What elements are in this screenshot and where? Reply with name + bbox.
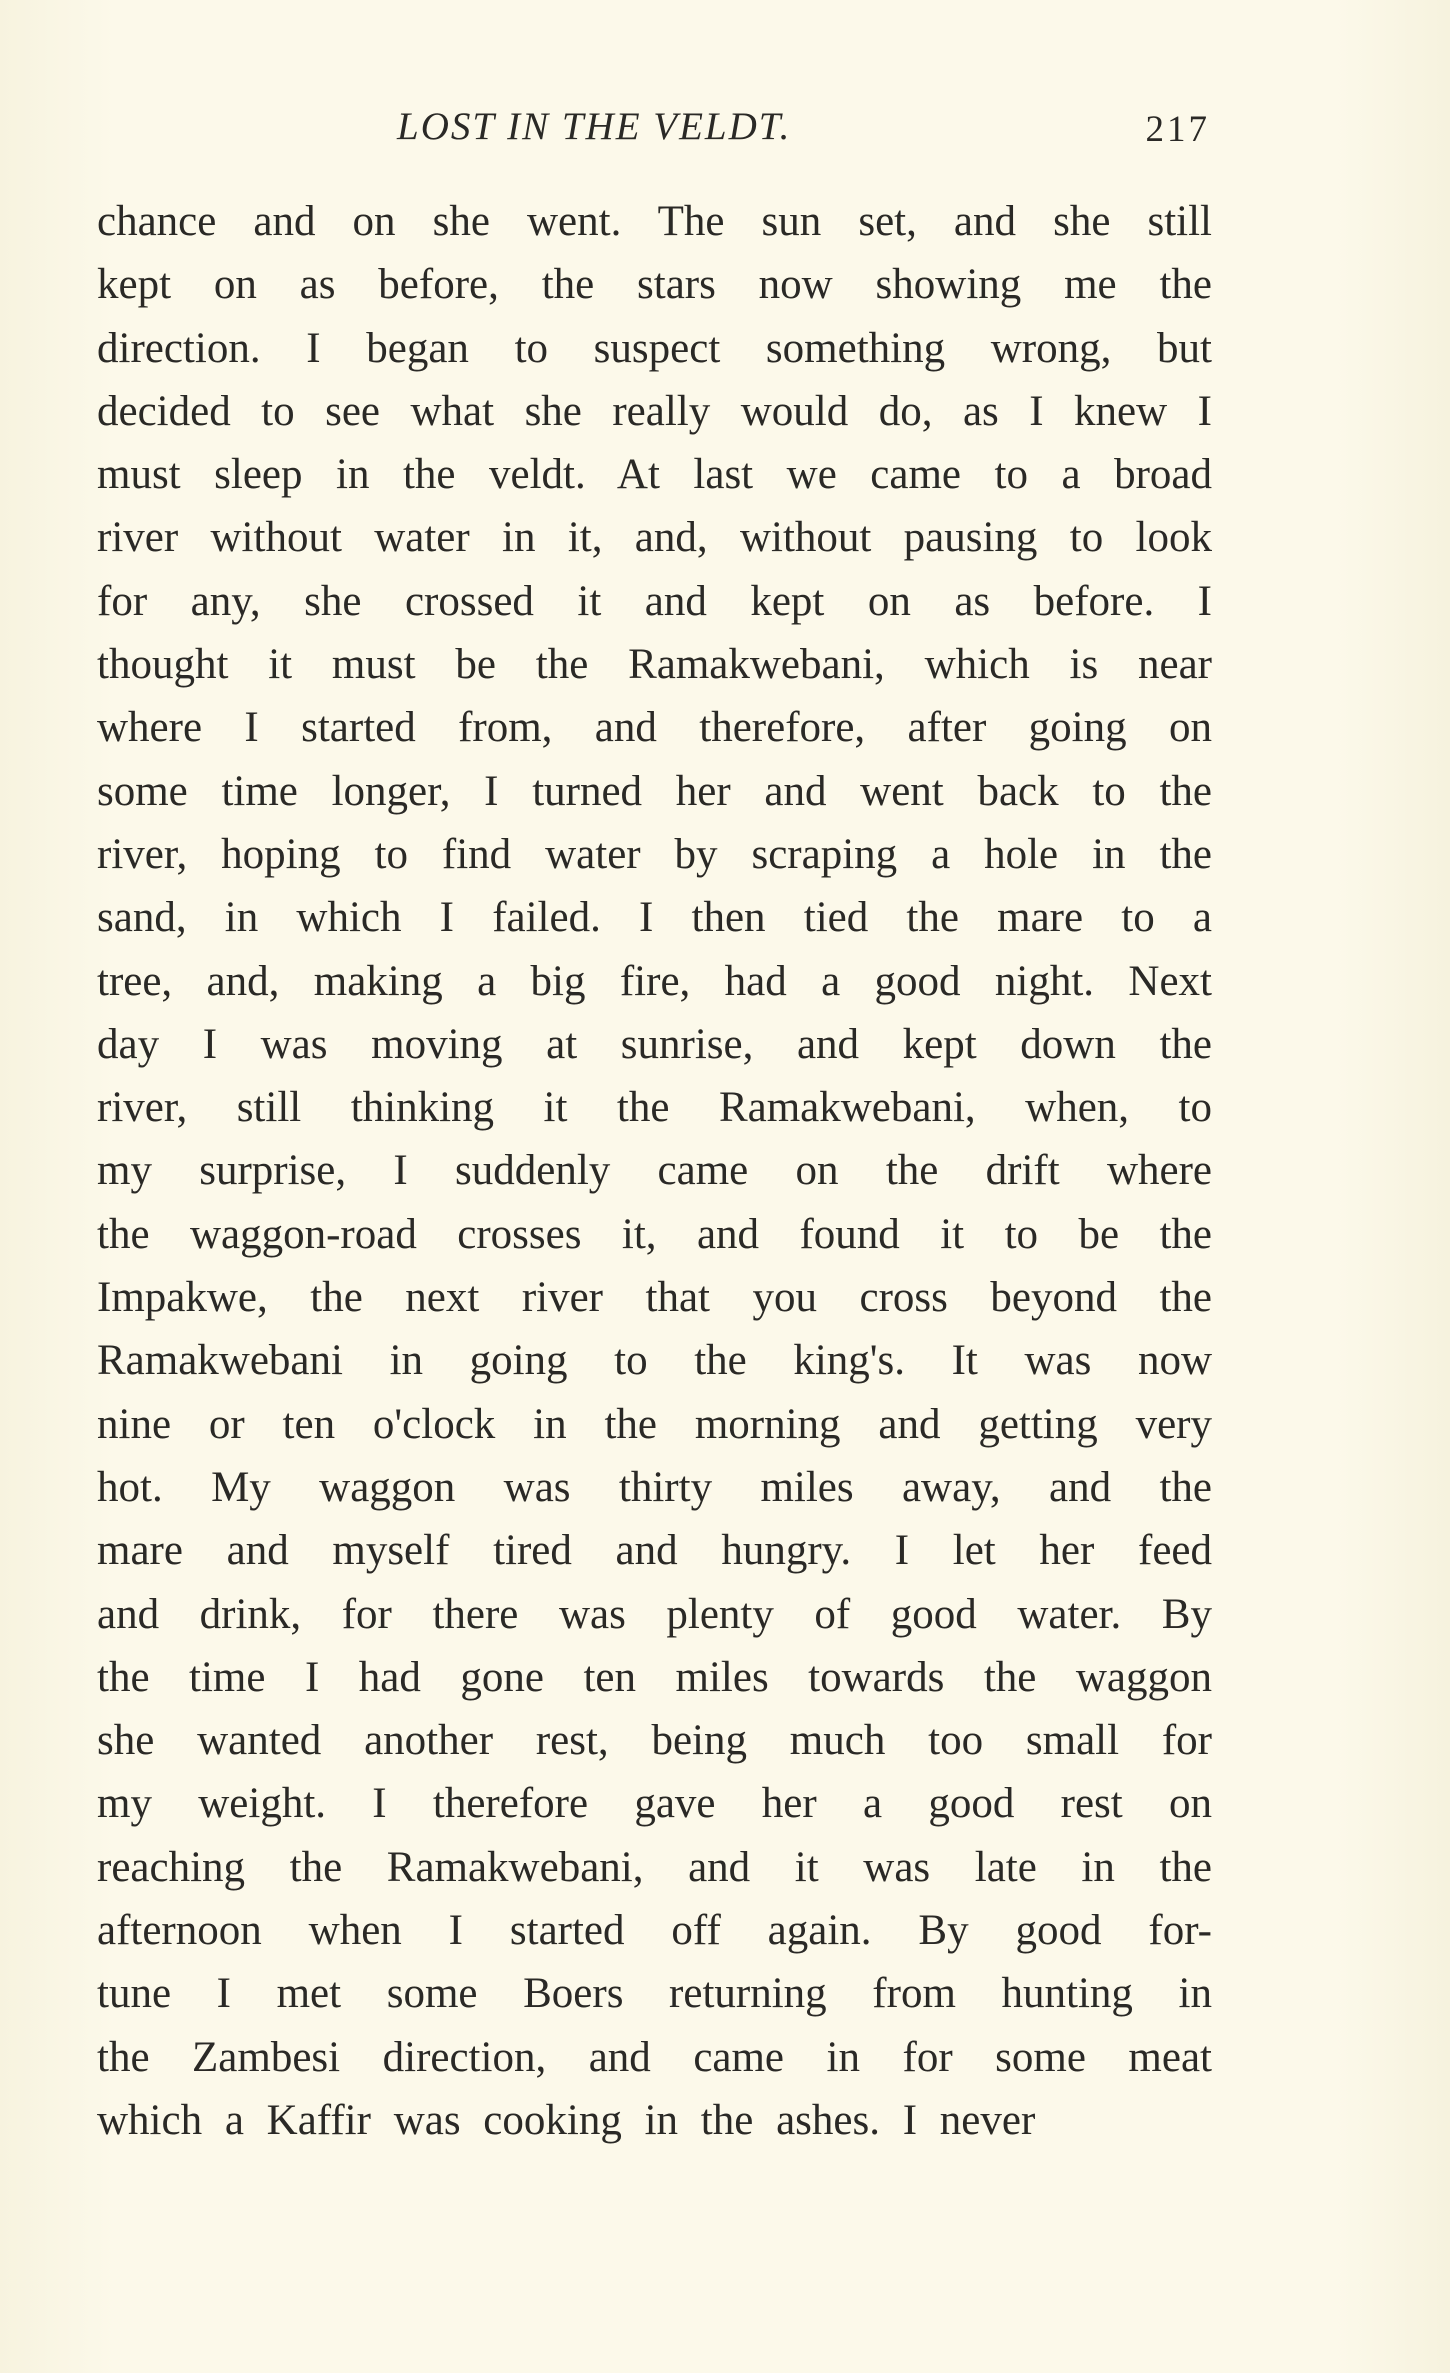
text-line: for any, she crossed it and kept on as before. I	[97, 577, 1212, 625]
text-line: kept on as before, the stars now showing me the	[97, 261, 1212, 309]
text-line: the time I had gone ten miles towards the waggon	[97, 1653, 1212, 1701]
text-line: some time longer, I turned her and went back to the	[97, 767, 1212, 815]
text-line: tune I met some Boers returning from hunting in	[97, 1970, 1212, 2018]
text-line: river, hoping to find water by scraping a hole in the	[97, 830, 1212, 878]
text-line: my surprise, I suddenly came on the drift where	[97, 1147, 1212, 1195]
text-line: sand, in which I failed. I then tied the mare to a	[97, 894, 1212, 942]
text-line: tree, and, making a big fire, had a good night. Next	[97, 957, 1212, 1005]
text-line: my weight. I therefore gave her a good rest on	[97, 1780, 1212, 1828]
running-title: LOST IN THE VELDT.	[397, 105, 792, 148]
text-line: and drink, for there was plenty of good water. By	[97, 1590, 1212, 1638]
text-line: she wanted another rest, being much too small for	[97, 1717, 1212, 1765]
text-line: mare and myself tired and hungry. I let her feed	[97, 1527, 1212, 1575]
text-line: river without water in it, and, without pausing to look	[97, 514, 1212, 562]
text-line: decided to see what she really would do, as I knew I	[97, 387, 1212, 435]
page-number: 217	[1145, 109, 1210, 150]
running-head	[97, 104, 1210, 160]
text-line: thought it must be the Ramakwebani, which is near	[97, 641, 1212, 689]
body-text	[97, 190, 1212, 2152]
text-line: afternoon when I started off again. By good for-	[97, 1907, 1212, 1955]
text-line: Ramakwebani in going to the king's. It was now	[97, 1337, 1212, 1385]
text-line: where I started from, and therefore, after going on	[97, 704, 1212, 752]
text-line: river, still thinking it the Ramakwebani, when, to	[97, 1084, 1212, 1132]
text-line: reaching the Ramakwebani, and it was late in the	[97, 1843, 1212, 1891]
text-line: the waggon-road crosses it, and found it to be the	[97, 1210, 1212, 1258]
text-line: Impakwe, the next river that you cross beyond the	[97, 1274, 1212, 1322]
text-line: nine or ten o'clock in the morning and getting very	[97, 1400, 1212, 1448]
text-line: which a Kaffir was cooking in the ashes. I never	[97, 2096, 1036, 2144]
text-line: must sleep in the veldt. At last we came to a broad	[97, 451, 1212, 499]
text-line: the Zambesi direction, and came in for some meat	[97, 2033, 1212, 2081]
text-line: day I was moving at sunrise, and kept down the	[97, 1020, 1212, 1068]
text-line: chance and on she went. The sun set, and she still	[97, 198, 1212, 245]
text-line: hot. My waggon was thirty miles away, and the	[97, 1463, 1212, 1511]
text-line: direction. I began to suspect something wrong, but	[97, 324, 1212, 372]
